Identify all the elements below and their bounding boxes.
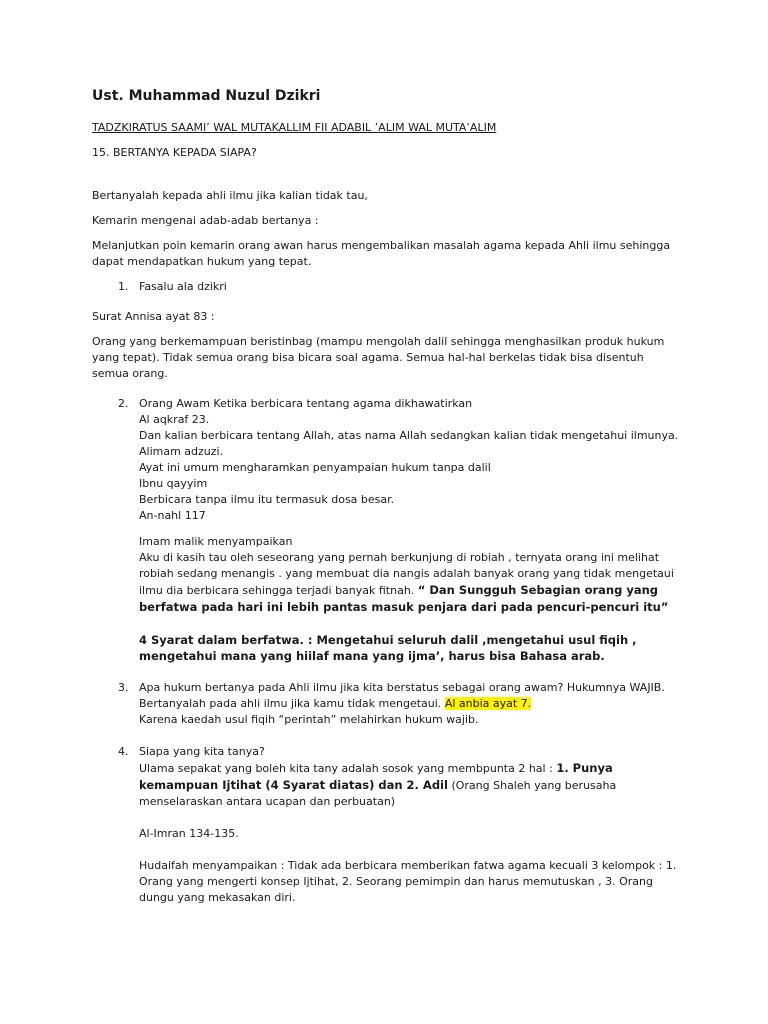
malik-text: Aku di kasih tau oleh seseorang yang pernah berkunjung di robiah , ternyata orang ini melihat robiah sedang menangis . yang membuat dia nangis adalah banyak orang yang tidak mengetaui ilmu dia berbicara sehingga terjadi banyak fitnah. bbox=[139, 551, 674, 597]
list-item-3 bbox=[92, 680, 682, 728]
imran-reference: Al-Imran 134-135. bbox=[139, 827, 239, 840]
list-text: Fasalu ala dzikri bbox=[139, 280, 227, 293]
paragraph-2: Kemarin mengenai adab-adab bertanya : bbox=[92, 214, 319, 227]
list-line: Orang Awam Ketika berbicara tentang agama dikhawatirkan bbox=[139, 397, 473, 410]
list-body bbox=[139, 744, 682, 906]
list-line: Siapa yang kita tanya? bbox=[139, 745, 265, 758]
list-item-4 bbox=[92, 744, 682, 906]
list-number: 2. bbox=[118, 397, 129, 410]
list-body bbox=[139, 680, 682, 728]
list-line bbox=[139, 696, 682, 712]
list-line: Alimam adzuzi. bbox=[139, 445, 224, 458]
ulama-note: (Orang Shaleh yang berusaha menselaraskan antara ucapan dan perbuatan) bbox=[139, 779, 617, 808]
list-body bbox=[139, 396, 682, 664]
list-number: 1. bbox=[118, 280, 129, 293]
list-item-1 bbox=[92, 279, 682, 295]
spacer bbox=[139, 524, 682, 534]
malik-quote: “ Dan Sungguh Sebagian orang yang berfatwa pada hari ini lebih pantas masuk penjara dari pada pencuri-pencuri itu” bbox=[139, 583, 669, 614]
book-subtitle: TADZKIRATUS SAAMI’ WAL MUTAKALLIM FII ADABIL ’ALIM WAL MUTA’ALIM bbox=[92, 121, 497, 134]
list-line: An-nahl 117 bbox=[139, 509, 206, 522]
spacer bbox=[139, 616, 682, 632]
spacer bbox=[139, 842, 682, 858]
ulama-paragraph bbox=[139, 760, 682, 810]
malik-intro: Imam malik menyampaikan bbox=[139, 535, 293, 548]
document-content bbox=[92, 86, 682, 920]
ulama-text: Ulama sepakat yang boleh kita tany adalah sosok yang membpunta 2 hal : bbox=[139, 762, 557, 775]
paragraph-4: Surat Annisa ayat 83 : bbox=[92, 310, 215, 323]
list-number: 4. bbox=[118, 745, 129, 758]
list-line: Ibnu qayyim bbox=[139, 477, 208, 490]
highlighted-reference: Al anbia ayat 7. bbox=[444, 697, 532, 710]
author-title: Ust. Muhammad Nuzul Dzikri bbox=[92, 88, 321, 104]
list-number: 3. bbox=[118, 681, 129, 694]
fatwa-conditions: 4 Syarat dalam berfatwa. : Mengetahui seluruh dalil ,mengetahui usul fiqih , mengetahui mana yang hiilaf mana yang ijma’, harus bisa Bahasa arab. bbox=[139, 633, 637, 663]
section-heading: 15. BERTANYA KEPADA SIAPA? bbox=[92, 146, 257, 159]
list-line: Berbicara tanpa ilmu itu termasuk dosa besar. bbox=[139, 493, 395, 506]
hudaifah-paragraph: Hudaifah menyampaikan : Tidak ada berbicara memberikan fatwa agama kecuali 3 kelompok : 1. Orang yang mengerti konsep Ijtihat, 2. Seorang pemimpin dan harus memutuskan , 3. Orang dungu yang mekasakan diri. bbox=[139, 859, 677, 904]
list-line-text: Bertanyalah pada ahli ilmu jika kamu tidak mengetaui. bbox=[139, 697, 445, 710]
ulama-criteria: 1. Punya kemampuan Ijtihat (4 Syarat diatas) dan 2. Adil bbox=[139, 761, 613, 792]
spacer bbox=[139, 810, 682, 826]
list-line: Karena kaedah usul fiqih “perintah” melahirkan hukum wajib. bbox=[139, 713, 479, 726]
list-item-2 bbox=[92, 396, 682, 664]
list-line: Al aqkraf 23. bbox=[139, 413, 210, 426]
paragraph-5: Orang yang berkemampuan beristinbag (mampu mengolah dalil sehingga menghasilkan produk hukum yang tepat). Tidak semua orang bisa bicara soal agama. Semua hal-hal berkelas tidak bisa disentuh semua orang. bbox=[92, 335, 665, 380]
paragraph-1: Bertanyalah kepada ahli ilmu jika kalian tidak tau, bbox=[92, 189, 368, 202]
list-line: Dan kalian berbicara tentang Allah, atas nama Allah sedangkan kalian tidak mengetahui ilmunya. bbox=[139, 429, 679, 442]
list-line: Ayat ini umum mengharamkan penyampaian hukum tanpa dalil bbox=[139, 461, 491, 474]
list-line: Apa hukum bertanya pada Ahli ilmu jika kita berstatus sebagai orang awam? Hukumnya WAJIB. bbox=[139, 681, 665, 694]
paragraph-3: Melanjutkan poin kemarin orang awan harus mengembalikan masalah agama kepada Ahli ilmu sehingga dapat mendapatkan hukum yang tepat. bbox=[92, 239, 671, 268]
malik-paragraph bbox=[139, 550, 682, 616]
